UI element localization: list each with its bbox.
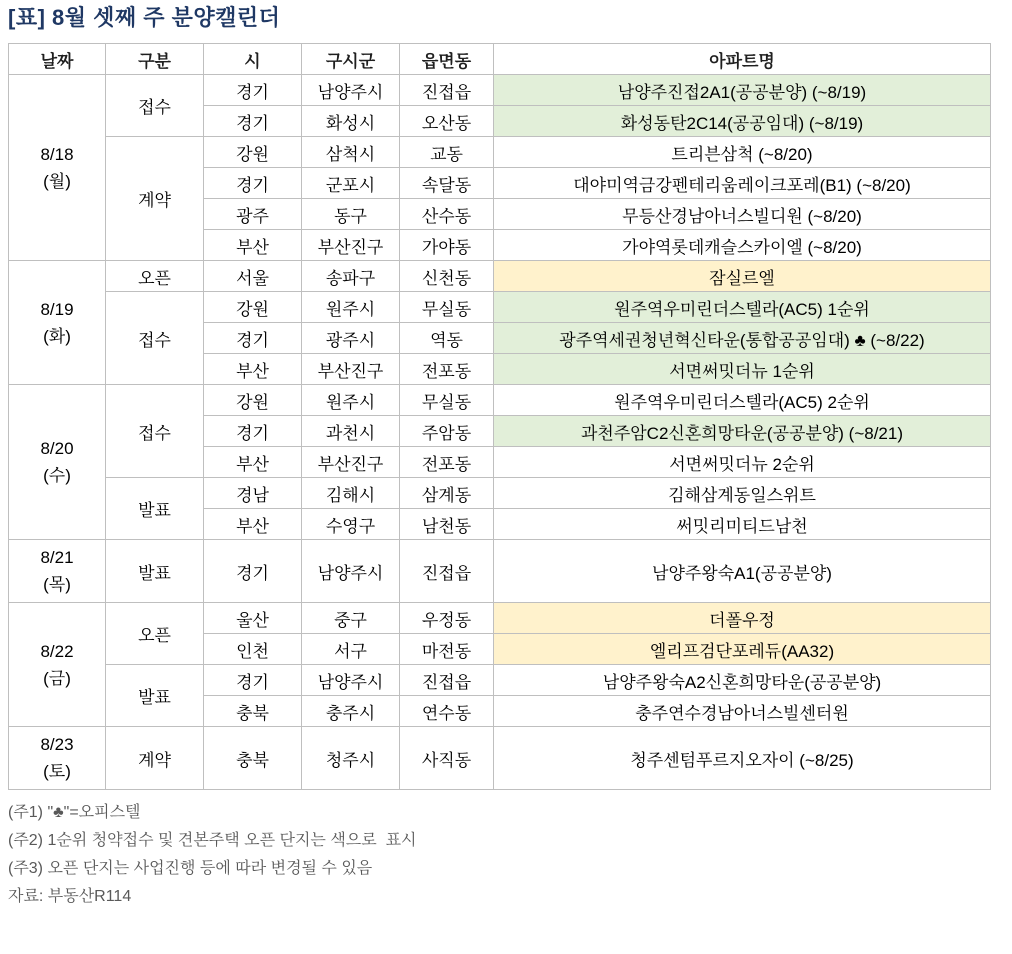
eupmyeondong-cell: 우정동 — [400, 603, 494, 634]
si-cell: 강원 — [204, 292, 302, 323]
table-row — [9, 385, 991, 416]
si-cell: 부산 — [204, 509, 302, 540]
column-header-3: 시 — [204, 44, 302, 75]
page-title: [표] 8월 셋째 주 분양캘린더 — [8, 5, 281, 30]
table-row — [9, 603, 991, 634]
eupmyeondong-cell: 오산동 — [400, 106, 494, 137]
date-cell — [9, 727, 106, 790]
date-cell — [9, 540, 106, 603]
apartment-cell: 과천주암C2신혼희망타운(공공분양) (~8/21) — [494, 416, 991, 447]
gusigun-cell: 원주시 — [302, 292, 400, 323]
sale-calendar-table — [8, 43, 991, 790]
eupmyeondong-cell: 무실동 — [400, 292, 494, 323]
apartment-cell: 무등산경남아너스빌디원 (~8/20) — [494, 199, 991, 230]
gusigun-cell: 삼척시 — [302, 137, 400, 168]
date-text: 8/18 — [40, 144, 74, 164]
column-header-4: 구시군 — [302, 44, 400, 75]
day-of-week-text: (월) — [43, 171, 71, 191]
si-cell: 경기 — [204, 75, 302, 106]
si-cell: 강원 — [204, 385, 302, 416]
date-text: 8/19 — [40, 299, 74, 319]
apartment-cell: 청주센텀푸르지오자이 (~8/25) — [494, 727, 991, 790]
date-text: 8/23 — [40, 735, 74, 754]
footnote-2: (주2) 1순위 청약접수 및 견본주택 오픈 단지는 색으로 표시 — [8, 832, 417, 849]
day-of-week-text: (수) — [43, 466, 71, 485]
column-header-2: 구분 — [106, 44, 204, 75]
date-text: 8/22 — [40, 641, 74, 661]
apartment-cell: 엘리프검단포레듀(AA32) — [494, 634, 991, 665]
apartment-cell: 남양주진접2A1(공공분양) (~8/19) — [494, 75, 991, 106]
si-cell: 경기 — [204, 540, 302, 603]
category-cell: 계약 — [106, 137, 204, 261]
category-cell: 발표 — [106, 540, 204, 603]
column-header-1: 날짜 — [9, 44, 106, 75]
eupmyeondong-cell: 사직동 — [400, 727, 494, 790]
table-row — [9, 75, 991, 106]
day-of-week-text: (화) — [43, 326, 71, 346]
apartment-cell: 원주역우미린더스텔라(AC5) 2순위 — [494, 385, 991, 416]
date-text: 8/20 — [40, 439, 74, 458]
si-cell: 충북 — [204, 696, 302, 727]
eupmyeondong-cell: 무실동 — [400, 385, 494, 416]
day-of-week-text: (목) — [43, 575, 71, 594]
category-cell: 계약 — [106, 727, 204, 790]
si-cell: 부산 — [204, 354, 302, 385]
eupmyeondong-cell: 산수동 — [400, 199, 494, 230]
apartment-cell: 서면써밋더뉴 2순위 — [494, 447, 991, 478]
gusigun-cell: 광주시 — [302, 323, 400, 354]
footnotes — [8, 799, 1004, 911]
gusigun-cell: 부산진구 — [302, 230, 400, 261]
footnote-3: (주3) 오픈 단지는 사업진행 등에 따라 변경될 수 있음 — [8, 860, 373, 877]
eupmyeondong-cell: 마전동 — [400, 634, 494, 665]
gusigun-cell: 남양주시 — [302, 75, 400, 106]
apartment-cell: 김해삼계동일스위트 — [494, 478, 991, 509]
source-text: 자료: 부동산R114 — [8, 888, 132, 905]
eupmyeondong-cell: 삼계동 — [400, 478, 494, 509]
si-cell: 경남 — [204, 478, 302, 509]
table-row — [9, 137, 991, 168]
gusigun-cell: 충주시 — [302, 696, 400, 727]
date-cell — [9, 75, 106, 261]
category-cell: 접수 — [106, 385, 204, 478]
date-cell — [9, 603, 106, 727]
date-cell — [9, 385, 106, 540]
apartment-cell: 남양주왕숙A1(공공분양) — [494, 540, 991, 603]
table-row — [9, 665, 991, 696]
column-header-5: 읍면동 — [400, 44, 494, 75]
apartment-cell: 가야역롯데캐슬스카이엘 (~8/20) — [494, 230, 991, 261]
si-cell: 경기 — [204, 323, 302, 354]
gusigun-cell: 남양주시 — [302, 665, 400, 696]
apartment-cell: 원주역우미린더스텔라(AC5) 1순위 — [494, 292, 991, 323]
apartment-cell: 서면써밋더뉴 1순위 — [494, 354, 991, 385]
date-text: 8/21 — [40, 548, 74, 567]
eupmyeondong-cell: 전포동 — [400, 447, 494, 478]
apartment-cell: 대야미역금강펜테리움레이크포레(B1) (~8/20) — [494, 168, 991, 199]
gusigun-cell: 화성시 — [302, 106, 400, 137]
table-row — [9, 540, 991, 603]
category-cell: 오픈 — [106, 261, 204, 292]
table-row — [9, 727, 991, 790]
gusigun-cell: 송파구 — [302, 261, 400, 292]
eupmyeondong-cell: 연수동 — [400, 696, 494, 727]
eupmyeondong-cell: 가야동 — [400, 230, 494, 261]
gusigun-cell: 군포시 — [302, 168, 400, 199]
eupmyeondong-cell: 진접읍 — [400, 665, 494, 696]
apartment-cell: 화성동탄2C14(공공임대) (~8/19) — [494, 106, 991, 137]
table-row — [9, 478, 991, 509]
day-of-week-text: (토) — [43, 762, 71, 781]
gusigun-cell: 중구 — [302, 603, 400, 634]
eupmyeondong-cell: 주암동 — [400, 416, 494, 447]
gusigun-cell: 부산진구 — [302, 447, 400, 478]
si-cell: 울산 — [204, 603, 302, 634]
gusigun-cell: 수영구 — [302, 509, 400, 540]
gusigun-cell: 남양주시 — [302, 540, 400, 603]
si-cell: 충북 — [204, 727, 302, 790]
category-cell: 발표 — [106, 478, 204, 540]
si-cell: 서울 — [204, 261, 302, 292]
si-cell: 강원 — [204, 137, 302, 168]
si-cell: 경기 — [204, 106, 302, 137]
eupmyeondong-cell: 속달동 — [400, 168, 494, 199]
category-cell: 오픈 — [106, 603, 204, 665]
si-cell: 광주 — [204, 199, 302, 230]
table-header-row — [9, 44, 991, 75]
si-cell: 인천 — [204, 634, 302, 665]
gusigun-cell: 서구 — [302, 634, 400, 665]
gusigun-cell: 과천시 — [302, 416, 400, 447]
table-row — [9, 292, 991, 323]
category-cell: 접수 — [106, 75, 204, 137]
apartment-cell: 써밋리미티드남천 — [494, 509, 991, 540]
apartment-cell: 남양주왕숙A2신혼희망타운(공공분양) — [494, 665, 991, 696]
eupmyeondong-cell: 진접읍 — [400, 540, 494, 603]
day-of-week-text: (금) — [43, 668, 71, 688]
apartment-cell: 광주역세권청년혁신타운(통합공공임대) ♣ (~8/22) — [494, 323, 991, 354]
apartment-cell: 충주연수경남아너스빌센터원 — [494, 696, 991, 727]
column-header-6: 아파트명 — [494, 44, 991, 75]
eupmyeondong-cell: 신천동 — [400, 261, 494, 292]
apartment-cell: 잠실르엘 — [494, 261, 991, 292]
category-cell: 접수 — [106, 292, 204, 385]
gusigun-cell: 청주시 — [302, 727, 400, 790]
gusigun-cell: 김해시 — [302, 478, 400, 509]
gusigun-cell: 부산진구 — [302, 354, 400, 385]
footnote-1: (주1) "♣"=오피스텔 — [8, 804, 141, 821]
si-cell: 부산 — [204, 447, 302, 478]
si-cell: 경기 — [204, 168, 302, 199]
si-cell: 경기 — [204, 665, 302, 696]
apartment-cell: 트리븐삼척 (~8/20) — [494, 137, 991, 168]
eupmyeondong-cell: 전포동 — [400, 354, 494, 385]
si-cell: 경기 — [204, 416, 302, 447]
table-row — [9, 261, 991, 292]
eupmyeondong-cell: 남천동 — [400, 509, 494, 540]
gusigun-cell: 동구 — [302, 199, 400, 230]
category-cell: 발표 — [106, 665, 204, 727]
gusigun-cell: 원주시 — [302, 385, 400, 416]
eupmyeondong-cell: 진접읍 — [400, 75, 494, 106]
apartment-cell: 더폴우정 — [494, 603, 991, 634]
eupmyeondong-cell: 역동 — [400, 323, 494, 354]
date-cell — [9, 261, 106, 385]
eupmyeondong-cell: 교동 — [400, 137, 494, 168]
si-cell: 부산 — [204, 230, 302, 261]
